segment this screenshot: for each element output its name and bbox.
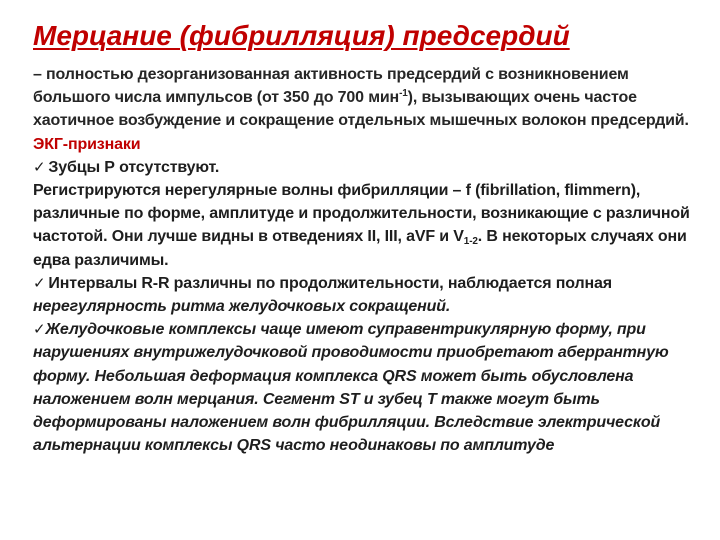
bullet-ventricular-text: Желудочковые комплексы чаще имеют суправентрикулярную форму, при нарушениях внутрижелудочковой проводимости приобретают аберрантную форму. Небольшая деформация комплекса QRS может быть обусловлена наложением волн мерцания. Сегмент ST и зубец Т также могут быть деформированы наложением волн фибрилляции. Вследствие электрической альтернации комплексы QRS часто неодинаковы по амплитуде [33, 321, 669, 455]
checkmark-icon: ✓ [33, 320, 46, 339]
intro-text-end: ), вызывающих очень частое хаотичное возбуждение и сокращение отдельных мышечных волокон предсердий. [33, 89, 689, 130]
intro-superscript: -1 [399, 88, 408, 100]
fibrillation-waves-paragraph [33, 179, 700, 272]
bullet-rr-intervals [33, 272, 700, 318]
slide-body [33, 63, 700, 457]
slide-title: Мерцание (фибрилляция) предсердий [33, 20, 570, 51]
bullet-rr-text-italic: нерегулярность ритма желудочковых сокращений. [33, 298, 451, 316]
bullet-rr-text: Интервалы R-R различны по продолжительности, наблюдается полная [48, 274, 612, 292]
ecg-heading: ЭКГ-признаки [33, 135, 141, 153]
intro-text: полностью дезорганизованная активность предсердий с возникновением большого числа импульсов (от 350 до 700 мин [33, 66, 629, 107]
bullet-p-waves [33, 156, 700, 179]
bullet-p-waves-text: Зубцы Р отсутствуют. [48, 158, 220, 176]
intro-dash: – [33, 66, 47, 83]
fibrillation-waves-text: Регистрируются нерегулярные волны фибрилляции – f (fibrillation, flimmern), различные по форме, амплитуде и продолжительности, возникающие с различной частотой. Они лучше видны в отведениях II, III, aVF и V [33, 182, 690, 246]
fibrillation-waves-text-end: . В некоторых случаях они едва различимы. [33, 228, 687, 269]
checkmark-icon: ✓ [33, 273, 46, 292]
bullet-ventricular-complexes [33, 318, 700, 457]
lead-subscript: 1-2 [463, 236, 478, 248]
intro-paragraph [33, 63, 700, 133]
checkmark-icon: ✓ [33, 157, 46, 176]
